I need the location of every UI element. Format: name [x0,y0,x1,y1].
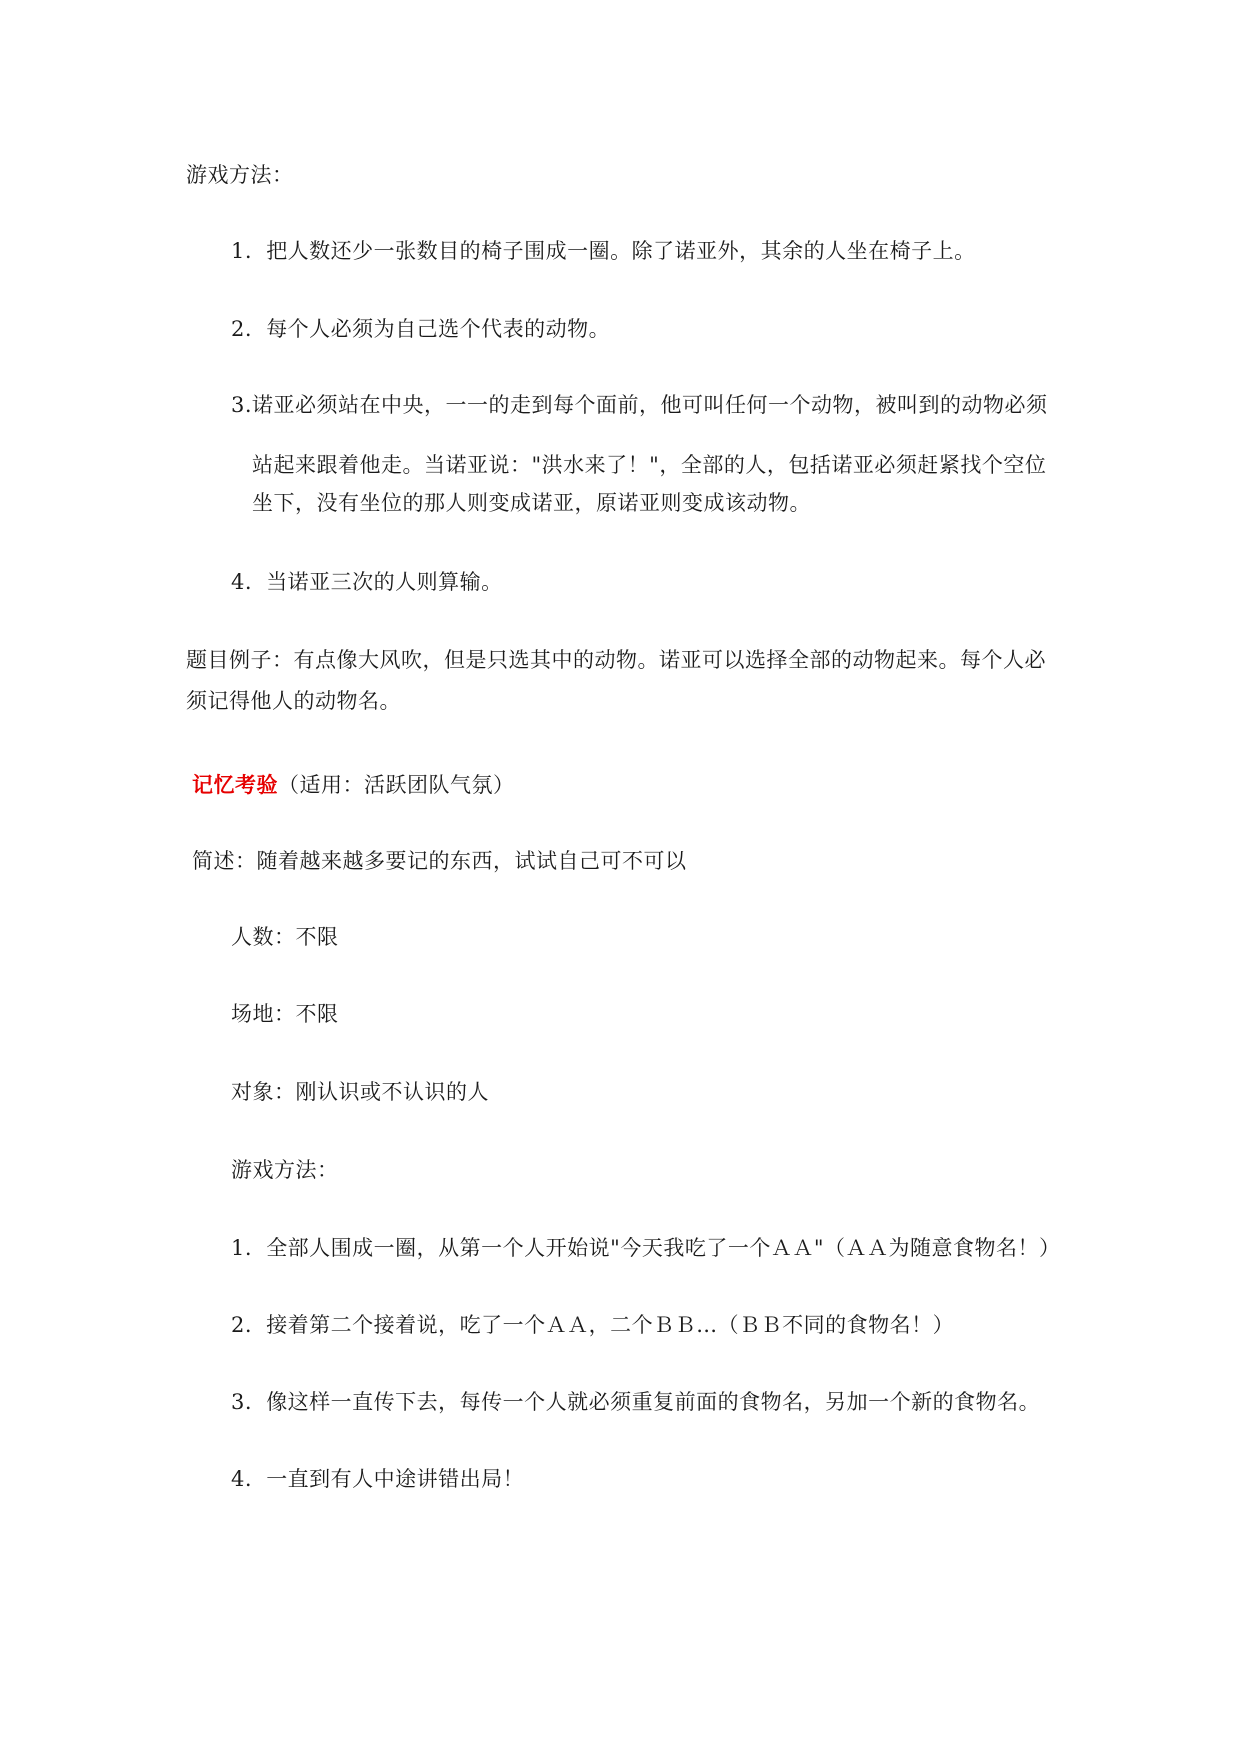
method-label-2: 游戏方法： [231,1158,339,1182]
section-title-note: （适用：活跃团队气氛） [278,773,515,797]
example-line-2: 须记得他人的动物名。 [186,689,401,713]
step-text: 把人数还少一张数目的椅子围成一圈。除了诺亚外，其余的人坐在椅子上。 [266,239,976,263]
step-text: 诺亚必须站在中央，一一的走到每个面前，他可叫任何一个动物，被叫到的动物必须 [252,393,1048,417]
step-text: 每个人必须为自己选个代表的动物。 [266,317,611,341]
method-label: 游戏方法： [186,163,294,187]
step-text: 当诺亚三次的人则算输。 [266,570,503,594]
step-number: 1. [231,239,253,263]
step-number: 2. [231,317,253,341]
memory-step-4 [231,1464,524,1494]
section-heading [192,770,515,800]
step-1 [231,236,976,266]
memory-step-3 [231,1387,1040,1417]
step-text: 一直到有人中途讲错出局！ [266,1467,525,1491]
memory-step-2 [231,1310,954,1340]
step-3-line-2: 站起来跟着他走。当诺亚说："洪水来了！"，全部的人，包括诺亚必须赶紧找个空位 [252,453,1047,477]
target-audience: 对象：刚认识或不认识的人 [231,1080,489,1104]
section-title: 记忆考验 [192,773,278,797]
step-number: 3. [231,1390,253,1414]
step-2 [231,314,610,344]
step-text: 接着第二个接着说，吃了一个ＡＡ，二个ＢＢ…（ＢＢ不同的食物名！） [266,1313,955,1337]
step-3-line-3: 坐下，没有坐位的那人则变成诺亚，原诺亚则变成该动物。 [252,491,811,515]
memory-step-1 [231,1233,1061,1263]
step-number: 3. [231,393,253,417]
step-number: 1. [231,1236,253,1260]
step-text: 全部人围成一圈，从第一个人开始说"今天我吃了一个ＡＡ"（ＡＡ为随意食物名！） [266,1236,1061,1260]
example-line-1: 题目例子：有点像大风吹，但是只选其中的动物。诺亚可以选择全部的动物起来。每个人必 [186,648,1046,672]
step-number: 2. [231,1313,253,1337]
venue: 场地：不限 [231,1002,339,1026]
step-4 [231,567,503,597]
step-text: 像这样一直传下去，每传一个人就必须重复前面的食物名，另加一个新的食物名。 [266,1390,1041,1414]
step-number: 4. [231,570,253,594]
step-number: 4. [231,1467,253,1491]
step-3-line-1 [231,390,1048,420]
summary: 简述：随着越来越多要记的东西，试试自己可不可以 [192,849,687,873]
people-count: 人数：不限 [231,925,339,949]
